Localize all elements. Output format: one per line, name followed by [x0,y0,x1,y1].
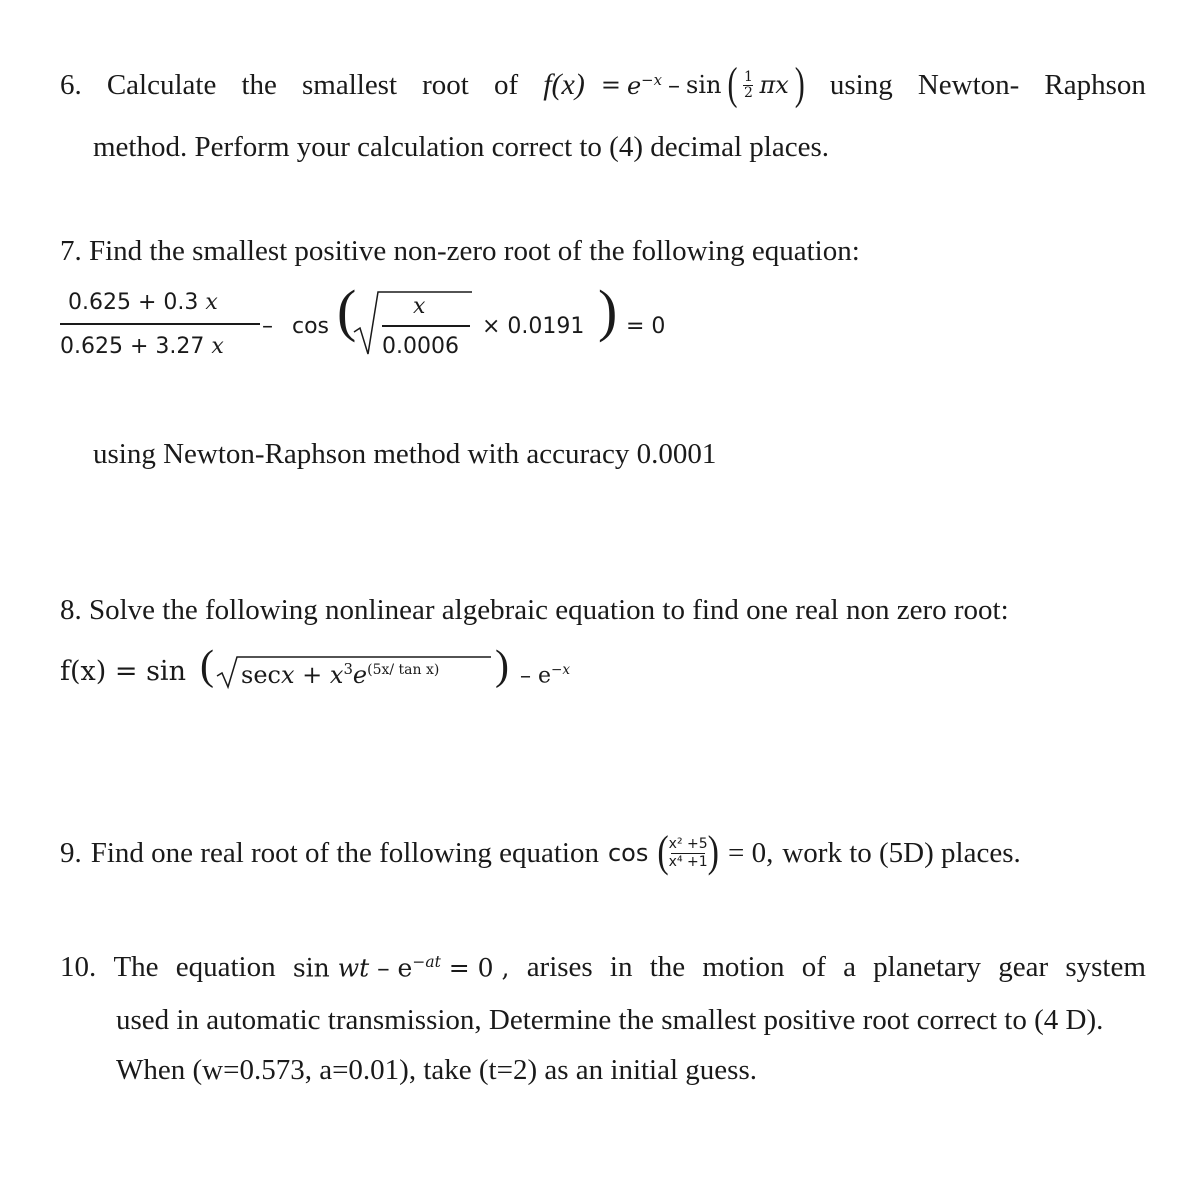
problem-10-word: of [801,951,826,983]
exp-term: $e^{-x}$ [626,70,663,100]
equation-lhs: f(x) [543,68,585,102]
problem-10-line-2: used in automatic transmission, Determine the smallest positive root correct to (4 D). [116,1004,1104,1036]
big-left-paren: ( [337,278,357,343]
problem-6-word: root [422,69,469,102]
fraction-numerator: 0.625 + 0.3 x [68,290,218,315]
problem-10-word: gear [998,951,1049,983]
problem-7-number: 7. [60,235,82,267]
equals-zero: = 0 [626,314,666,339]
equals-zero: = 0, [728,836,774,869]
cos-function: cos [607,839,649,867]
problem-6-word: of [493,69,519,102]
fraction-denominator: x⁴ +1 [668,853,708,870]
sec-term: $\sec x + x^3e^{(5x/ tan x)}$ [241,660,440,689]
problem-6-line-1 [60,59,1146,110]
problem-8-intro-text: Solve the following nonlinear algebraic equation to find one real non zero root: [89,594,1009,626]
sqrt-numerator: x [413,294,426,319]
sqrt-denominator: 0.0006 [382,334,459,359]
problem-7-method: using Newton-Raphson method with accuracy 0.0001 [93,438,717,470]
problem-10-word: equation [175,951,276,983]
problem-10-word: a [843,951,856,983]
problem-9-line [60,828,1021,877]
problem-10-word: the [649,951,686,983]
problem-10-word: arises [526,951,593,983]
pi-x-term: πx [759,71,789,100]
problem-9-intro-text: Find one real root of the following equation [90,836,599,869]
problem-10-line-3: When (w=0.573, a=0.01), take (t=2) as an initial guess. [116,1054,757,1086]
big-right-paren: ) [495,643,509,689]
problem-6-word: smallest [301,69,398,102]
problem-6-word: Raphson [1044,69,1146,102]
fraction-denominator: 0.625 + 3.27 x [60,334,224,359]
times-term: × 0.0191 [482,314,585,339]
fraction-numerator: x² +5 [668,836,708,853]
problem-6-word: the [241,69,277,102]
problem-7-intro [60,237,860,266]
problem-6-line-2: method. Perform your calculation correct to (4) decimal places. [93,131,829,163]
problem-10-word: system [1065,951,1146,983]
problem-10-line-1 [60,953,1146,982]
exp-tail: – $e^{-x}$ [520,662,571,689]
half-fraction: 1 2 [744,69,753,101]
problem-10-number: 10. [60,951,97,983]
right-paren: ) [707,828,719,877]
problem-10-word: planetary [873,951,982,983]
fraction [669,836,708,869]
problem-10-word: in [609,951,633,983]
problem-7-intro-text: Find the smallest positive non-zero root of the following equation: [89,235,860,267]
sqrt-fraction-bar [382,325,470,327]
problem-6-number: 6. [60,69,82,102]
big-left-paren: ( [200,643,214,689]
problem-8-number: 8. [60,594,82,626]
equals-sign: = [600,71,621,100]
sin-function: sin [686,71,722,100]
minus-sign: – [262,314,273,339]
problem-9-number: 9. [60,836,82,869]
equation-lhs: f(x) = sin [60,656,186,687]
right-paren: ) [794,59,805,110]
left-paren: ( [727,59,738,110]
left-paren: ( [657,828,669,877]
cos-function: cos [292,314,330,339]
problem-10-word: motion [702,951,785,983]
problem-10-equation: sin wt – $e^{-at} = 0$ , [292,952,510,982]
minus-sign: – [668,71,681,100]
problem-6-word: Newton- [917,69,1020,102]
main-fraction-bar [60,323,260,325]
problem-6-word: Calculate [106,69,217,102]
problem-6-equation [543,59,805,110]
cos-argument [657,828,719,877]
problem-9-tail: work to (5D) places. [782,836,1021,869]
problem-6-word: using [829,69,893,102]
problem-10-word: The [113,951,159,983]
big-right-paren: ) [598,278,618,343]
problem-8-intro [60,596,1009,625]
